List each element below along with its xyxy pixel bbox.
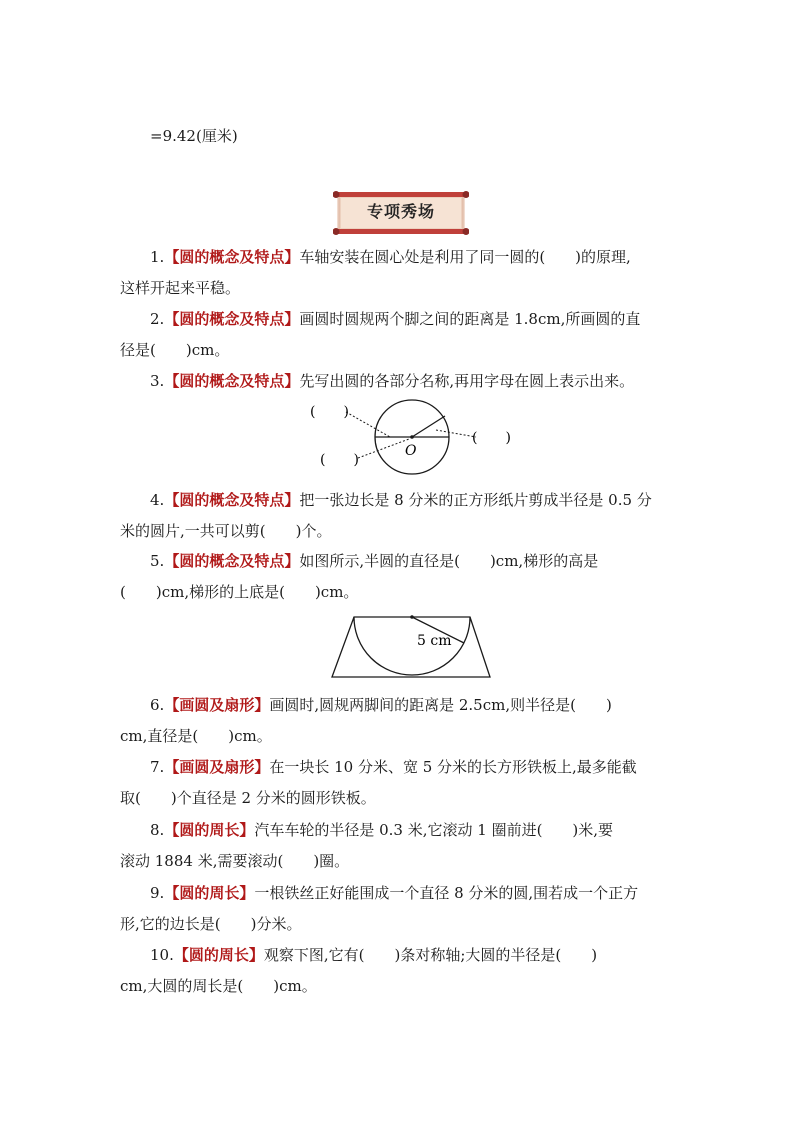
question-5	[120, 546, 680, 608]
question-number: 8.	[150, 821, 165, 839]
center-label: O	[405, 443, 417, 459]
section-banner	[333, 186, 469, 238]
trapezoid-outline	[332, 617, 490, 677]
question-text-cont: 米的圆片,一共可以剪( )个。	[120, 522, 332, 540]
banner-title: 专项秀场	[366, 202, 435, 221]
question-number: 9.	[150, 884, 165, 902]
question-tag: 【圆的概念及特点】	[164, 310, 300, 328]
question-tag: 【圆的周长】	[164, 884, 255, 902]
question-text: 汽车车轮的半径是 0.3 米,它滚动 1 圈前进( )米,要	[254, 821, 614, 839]
leader-line-center	[358, 439, 409, 458]
question-text-cont: 这样开起来平稳。	[120, 279, 241, 297]
question-number: 2.	[150, 310, 165, 328]
question-1	[120, 242, 680, 304]
question-number: 7.	[150, 758, 165, 776]
question-text: 如图所示,半圆的直径是( )cm,梯形的高是	[299, 552, 599, 570]
question-4	[120, 485, 680, 547]
question-text-cont: 形,它的边长是( )分米。	[120, 915, 302, 933]
fig-blank-3: ( )	[472, 430, 511, 446]
question-tag: 【圆的概念及特点】	[164, 248, 300, 266]
semicircle-center-dot	[410, 615, 414, 619]
question-text-cont: 取( )个直径是 2 分米的圆形铁板。	[120, 789, 376, 807]
question-text-cont: cm,直径是( )cm。	[120, 727, 272, 745]
question-text-cont: ( )cm,梯形的上底是( )cm。	[120, 583, 359, 601]
question-tag: 【圆的概念及特点】	[164, 372, 300, 390]
question-number: 4.	[150, 491, 165, 509]
circle-center-dot	[410, 435, 414, 439]
fig-blank-2: ( )	[320, 452, 359, 468]
question-tag: 【画圆及扇形】	[164, 696, 270, 714]
question-number: 10.	[150, 946, 174, 964]
question-2	[120, 304, 680, 366]
question-text: 画圆时圆规两个脚之间的距离是 1.8cm,所画圆的直	[299, 310, 641, 328]
leader-line-radius	[436, 430, 476, 437]
question-text: 车轴安装在圆心处是利用了同一圆的( )的原理,	[299, 248, 631, 266]
fig-blank-1: ( )	[310, 404, 349, 420]
question-text: 在一块长 10 分米、宽 5 分米的长方形铁板上,最多能截	[269, 758, 637, 776]
trapezoid-figure	[328, 613, 492, 681]
question-tag: 【圆的概念及特点】	[164, 552, 300, 570]
leader-line-diameter	[346, 412, 390, 437]
question-number: 5.	[150, 552, 165, 570]
question-text: 一根铁丝正好能围成一个直径 8 分米的圆,围若成一个正方	[254, 884, 639, 902]
question-tag: 【圆的周长】	[164, 821, 255, 839]
circle-radius	[412, 416, 445, 437]
question-text-cont: 径是( )cm。	[120, 341, 230, 359]
question-text: 画圆时,圆规两脚间的距离是 2.5cm,则半径是( )	[269, 696, 612, 714]
question-text: 先写出圆的各部分名称,再用字母在圆上表示出来。	[299, 372, 635, 390]
formula-line: =9.42(厘米)	[150, 127, 238, 145]
question-7	[120, 752, 680, 814]
question-tag: 【圆的周长】	[173, 946, 264, 964]
question-number: 1.	[150, 248, 165, 266]
question-tag: 【圆的概念及特点】	[164, 491, 300, 509]
question-10	[120, 940, 680, 1002]
question-number: 3.	[150, 372, 165, 390]
question-number: 6.	[150, 696, 165, 714]
question-text: 把一张边长是 8 分米的正方形纸片剪成半径是 0.5 分	[299, 491, 652, 509]
semicircle-arc	[354, 617, 470, 675]
question-text-cont: 滚动 1884 米,需要滚动( )圈。	[120, 852, 350, 870]
circle-figure	[300, 398, 530, 478]
question-tag: 【画圆及扇形】	[164, 758, 270, 776]
question-9	[120, 878, 680, 940]
question-text-cont: cm,大圆的周长是( )cm。	[120, 977, 317, 995]
question-text: 观察下图,它有( )条对称轴;大圆的半径是( )	[263, 946, 598, 964]
question-6	[120, 690, 680, 752]
question-3	[120, 366, 680, 397]
radius-label: 5 cm	[417, 633, 452, 649]
question-8	[120, 815, 680, 877]
